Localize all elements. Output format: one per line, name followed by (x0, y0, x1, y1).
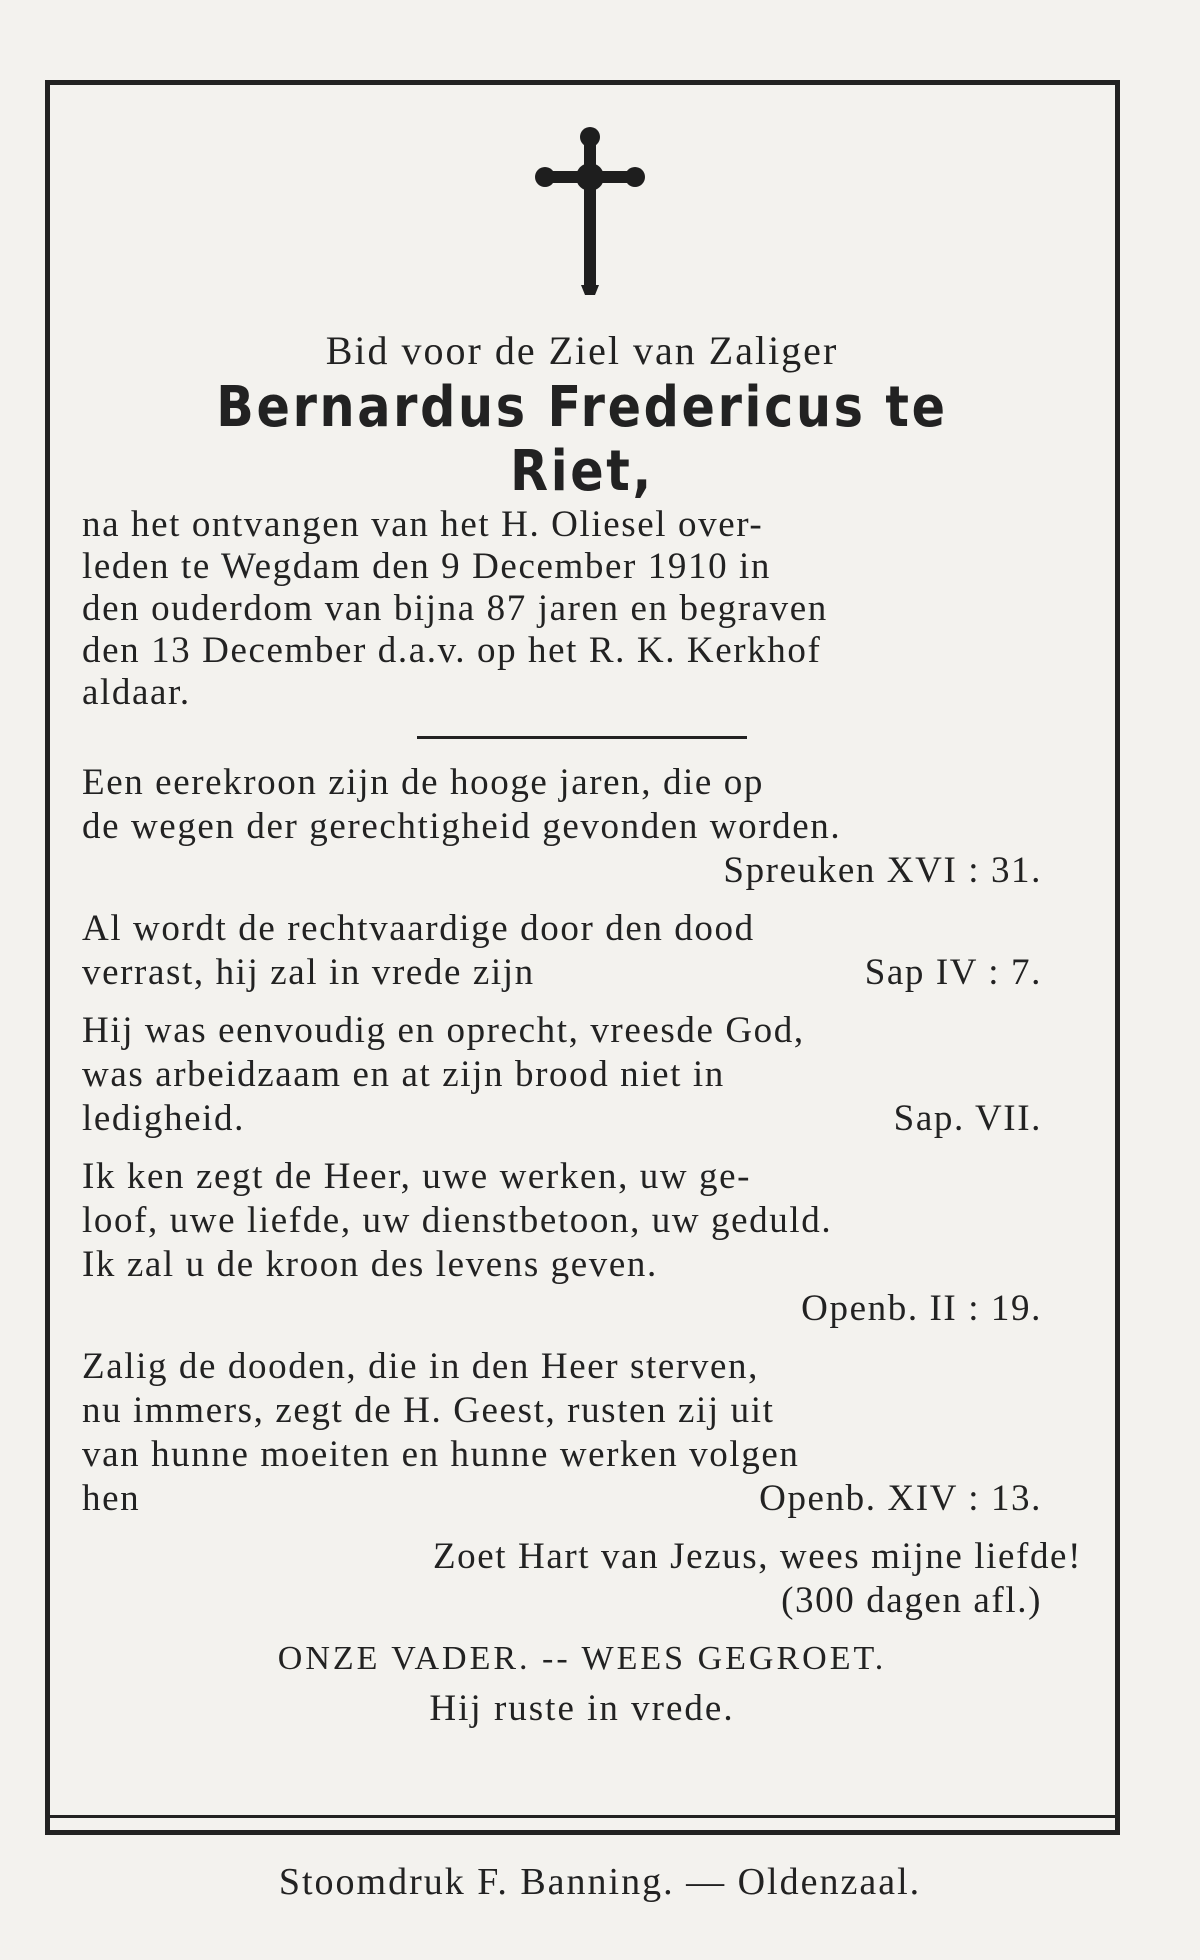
verse-3 (82, 1009, 1082, 1141)
divider-rule (417, 736, 747, 739)
printer-credit: Stoomdruk F. Banning. — Oldenzaal. (278, 1861, 922, 1903)
verse-line: Ik ken zegt de Heer, uwe werken, uw ge- (82, 1156, 752, 1197)
verse-last-row (82, 1477, 1082, 1521)
verse-reference: Sap. VII. (893, 1098, 1042, 1139)
verse-5 (82, 1345, 1082, 1521)
verse-line: verrast, hij zal in vrede zijn (82, 952, 535, 993)
verse-line: Een eerekroon zijn de hooge jaren, die op (82, 762, 765, 803)
bio-line: den ouderdom van bijna 87 jaren en begraven (82, 588, 828, 629)
verse-reference: Spreuken XVI : 31. (723, 850, 1042, 891)
cross-icon (535, 125, 645, 295)
verse-line: de wegen der gerechtigheid gevonden worden. (82, 806, 842, 847)
card-content (82, 328, 1082, 1731)
verse-1 (82, 761, 1082, 893)
verse-2 (82, 907, 1082, 995)
verse-last-row (82, 951, 1082, 995)
verse-reference: Openb. XIV : 13. (759, 1478, 1042, 1519)
verse-line: van hunne moeiten en hunne werken volgen (82, 1434, 800, 1475)
bottom-rule (45, 1815, 1120, 1818)
verse-4 (82, 1155, 1082, 1331)
prayers-line: ONZE VADER. -- WEES GEGROET. (277, 1640, 887, 1677)
verse-line: nu immers, zegt de H. Geest, rusten zij uit (82, 1390, 775, 1431)
verse-line: Hij was eenvoudig en oprecht, vreesde God, (82, 1010, 805, 1051)
verse-line: hen (82, 1478, 141, 1519)
verse-line: ledigheid. (82, 1098, 245, 1139)
indulgence-note: (300 dagen afl.) (781, 1580, 1042, 1621)
bio-line: den 13 December d.a.v. op het R. K. Kerkhof (82, 630, 822, 671)
invocation: Zoet Hart van Jezus, wees mijne liefde! (432, 1536, 1082, 1577)
bio-line: na het ontvangen van het H. Oliesel over- (82, 504, 764, 545)
verse-line: Ik zal u de kroon des levens geven. (82, 1244, 658, 1285)
verse-line: was arbeidzaam en at zijn brood niet in (82, 1054, 725, 1095)
verse-last-row (82, 1097, 1082, 1141)
verse-line: loof, uwe liefde, uw dienstbetoon, uw geduld. (82, 1200, 833, 1241)
rest-in-peace: Hij ruste in vrede. (429, 1688, 735, 1729)
bio-block (82, 504, 1082, 714)
verse-reference: Openb. II : 19. (801, 1288, 1042, 1329)
verse-reference: Sap IV : 7. (864, 952, 1042, 993)
invocation-block (82, 1535, 1082, 1623)
verse-line: Al wordt de rechtvaardige door den dood (82, 908, 755, 949)
deceased-name: Bernardus Fredericus te Riet, (216, 375, 948, 504)
bio-line: leden te Wegdam den 9 December 1910 in (82, 546, 772, 587)
verse-line: Zalig de dooden, die in den Heer sterven, (82, 1346, 759, 1387)
bio-line-last: aldaar. (82, 672, 191, 713)
intro-line: Bid voor de Ziel van Zaliger (325, 328, 839, 373)
